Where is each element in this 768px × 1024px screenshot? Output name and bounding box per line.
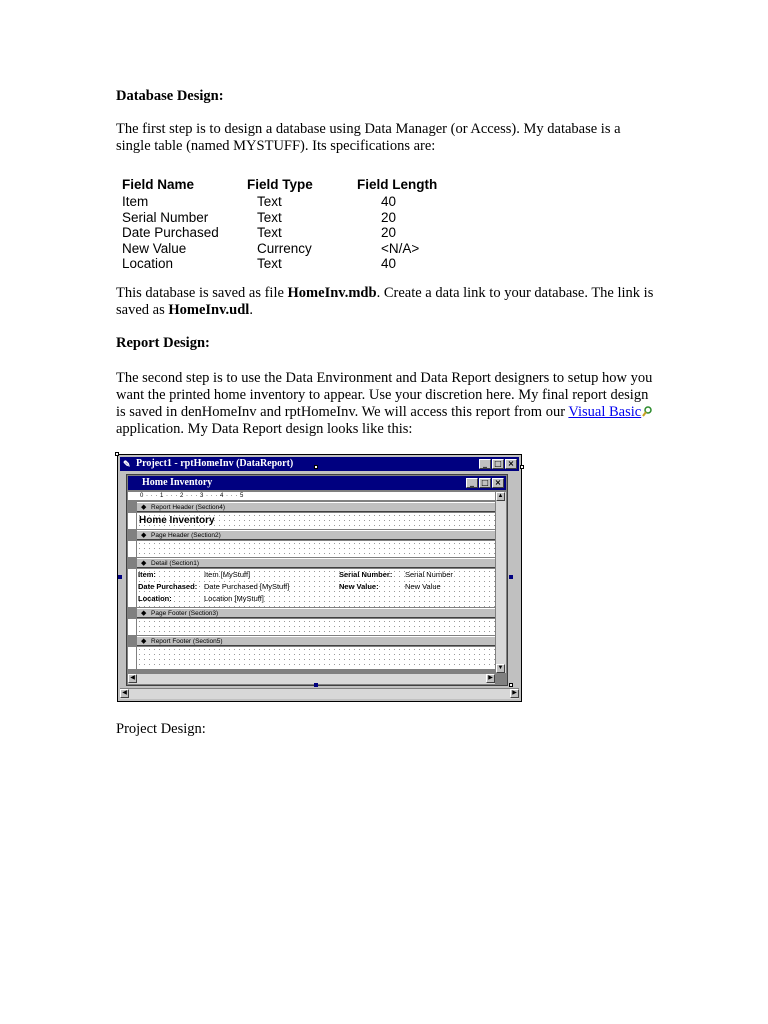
band-label: Page Header (Section2): [151, 532, 221, 539]
saved-text-2: . Create a data link to your database. The link is saved as: [116, 285, 654, 318]
horizontal-ruler: 0 · · · 1 · · · 2 · · · 3 · · · 4 · · · 5: [128, 492, 495, 501]
item-label[interactable]: Item:: [138, 570, 156, 579]
item-field[interactable]: Item [MyStuff]: [204, 570, 251, 579]
project-design-heading: Project Design:: [116, 721, 206, 737]
band-arrow-icon: ◆: [141, 532, 147, 539]
table-row: [122, 225, 481, 241]
band-arrow-icon: ◆: [141, 638, 147, 645]
band-page-footer[interactable]: [137, 608, 495, 618]
data-report-screenshot: [117, 454, 522, 702]
cell-field-name: Serial Number: [122, 209, 209, 225]
saved-text-3: .: [249, 302, 253, 318]
cell-field-length: <N/A>: [381, 240, 420, 256]
serial-number-field[interactable]: Serial Number: [405, 570, 453, 579]
resize-handle[interactable]: [314, 465, 318, 469]
report-paragraph: [116, 370, 656, 438]
band-arrow-icon: ◆: [141, 610, 147, 617]
report-text-1: The second step is to use the Data Environment and Data Report designers to setup how you want the printed home inventory to appear. Use your discretion here. My final report design is saved in denHomeInv and rptHomeInv. We will access this report from our: [116, 370, 653, 420]
window-scroll-right-icon[interactable]: ▶: [510, 689, 519, 698]
window-title: Project1 - rptHomeInv (DataReport): [136, 458, 294, 469]
cell-field-type: Currency: [257, 240, 312, 256]
database-intro-paragraph: The first step is to design a database using Data Manager (or Access). My database is a single table (named MYSTUFF). Its specifications are:: [116, 121, 621, 154]
window-horizontal-scrollbar[interactable]: [120, 688, 519, 699]
data-link-file-name: HomeInv.udl: [168, 302, 250, 318]
database-saved-paragraph: [116, 285, 656, 319]
report-footer-area[interactable]: [137, 647, 495, 669]
cell-field-length: 40: [381, 194, 397, 209]
table-row: [122, 241, 481, 257]
band-detail[interactable]: [137, 558, 495, 568]
band-label: Page Footer (Section3): [151, 610, 219, 617]
page-footer-area[interactable]: [137, 619, 495, 635]
cell-field-name: Location: [122, 256, 174, 271]
resize-handle[interactable]: [509, 683, 513, 687]
scroll-right-icon[interactable]: ▶: [486, 674, 495, 683]
band-label: Report Header (Section4): [151, 504, 226, 511]
date-purchased-field[interactable]: Date Purchased [MyStuff]: [204, 582, 290, 591]
header-field-type: Field Type: [247, 177, 313, 193]
vertical-ruler: [128, 619, 137, 635]
band-report-footer[interactable]: [137, 636, 495, 646]
resize-handle[interactable]: [520, 465, 524, 469]
visual-basic-link[interactable]: Visual Basic: [568, 404, 642, 420]
window-scroll-left-icon[interactable]: ◀: [120, 689, 129, 698]
maximize-icon[interactable]: □: [492, 459, 504, 469]
app-icon: ✎: [123, 459, 131, 469]
header-field-length: Field Length: [357, 177, 438, 193]
scroll-left-icon[interactable]: ◀: [128, 674, 137, 683]
resize-handle[interactable]: [314, 683, 318, 687]
inner-maximize-icon[interactable]: □: [479, 478, 491, 488]
vertical-ruler: [128, 541, 137, 557]
report-design-heading: Report Design:: [116, 335, 210, 351]
cell-field-type: Text: [257, 256, 282, 271]
scroll-down-icon[interactable]: ▼: [497, 665, 504, 671]
database-design-heading: Database Design:: [116, 88, 224, 104]
location-field[interactable]: Location [MyStuff]: [204, 594, 264, 603]
minimize-icon[interactable]: _: [479, 459, 491, 469]
cell-field-name: Date Purchased: [122, 225, 219, 240]
table-row: [122, 256, 481, 272]
page-header-area[interactable]: [137, 541, 495, 557]
saved-text-1: This database is saved as file: [116, 285, 288, 301]
scroll-up-icon[interactable]: ▲: [497, 493, 504, 499]
inner-title: Home Inventory: [142, 477, 213, 488]
report-header-area[interactable]: [137, 513, 495, 529]
close-icon[interactable]: ×: [505, 459, 517, 469]
header-field-name: Field Name: [122, 177, 195, 193]
cell-field-length: 20: [381, 225, 397, 240]
resize-handle[interactable]: [118, 575, 122, 579]
serial-number-label[interactable]: Serial Number:: [339, 570, 393, 579]
resize-handle[interactable]: [509, 575, 513, 579]
cell-field-length: 20: [381, 209, 397, 225]
inner-minimize-icon[interactable]: _: [466, 478, 478, 488]
report-designer-pane: [126, 474, 508, 686]
horizontal-scrollbar[interactable]: [128, 673, 495, 684]
vertical-ruler: [128, 513, 137, 529]
cell-field-type: Text: [257, 209, 282, 225]
new-value-label[interactable]: New Value:: [339, 582, 379, 591]
new-value-field[interactable]: New Value: [405, 582, 441, 591]
band-arrow-icon: ◆: [141, 560, 147, 567]
band-label: Report Footer (Section5): [151, 638, 223, 645]
detail-area[interactable]: [137, 569, 495, 607]
vertical-ruler: [128, 647, 137, 669]
cell-field-length: 40: [381, 256, 397, 271]
report-title-label[interactable]: Home Inventory: [139, 515, 215, 526]
window-titlebar: [120, 457, 519, 471]
band-page-header[interactable]: [137, 530, 495, 540]
cell-field-name: New Value: [122, 240, 187, 256]
resize-handle[interactable]: [115, 452, 119, 456]
date-purchased-label[interactable]: Date Purchased:: [138, 582, 198, 591]
cell-field-type: Text: [257, 225, 282, 240]
database-file-name: HomeInv.mdb: [287, 285, 377, 301]
field-spec-header-row: [122, 176, 481, 194]
magnifier-link-icon: [642, 406, 652, 417]
table-row: [122, 194, 481, 210]
table-row: [122, 210, 481, 226]
inner-titlebar: [128, 476, 506, 490]
inner-close-icon[interactable]: ×: [492, 478, 504, 488]
band-label: Detail (Section1): [151, 560, 200, 567]
band-arrow-icon: ◆: [141, 504, 147, 511]
vertical-ruler: [128, 569, 137, 607]
band-report-header[interactable]: [137, 502, 495, 512]
field-spec-table: [122, 176, 481, 272]
cell-field-name: Item: [122, 194, 149, 209]
location-label[interactable]: Location:: [138, 594, 172, 603]
vertical-scrollbar[interactable]: [495, 492, 506, 673]
report-text-2: application. My Data Report design looks like this:: [116, 421, 413, 437]
cell-field-type: Text: [257, 194, 282, 209]
